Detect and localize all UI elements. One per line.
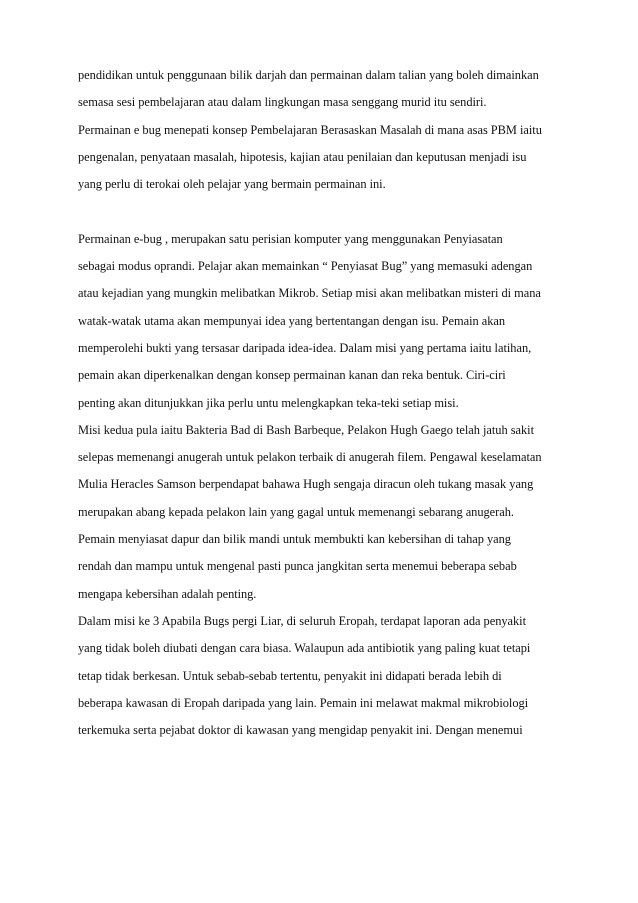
text-line: rendah dan mampu untuk mengenal pasti punca jangkitan serta menemui beberapa sebab	[78, 559, 517, 574]
text-line: pengenalan, penyataan masalah, hipotesis, kajian atau penilaian dan keputusan menjadi isu	[78, 149, 527, 164]
text-line: merupakan abang kepada pelakon lain yang gagal untuk memenangi sebarang anugerah.	[78, 504, 514, 519]
body-text	[78, 62, 578, 744]
text-line: Permainan e bug menepati konsep Pembelajaran Berasaskan Masalah di mana asas PBM iaitu	[78, 122, 542, 137]
text-line: pemain akan diperkenalkan dengan konsep permainan kanan dan reka bentuk. Ciri-ciri	[78, 368, 506, 383]
text-line: Mulia Heracles Samson berpendapat bahawa Hugh sengaja diracun oleh tukang masak yang	[78, 477, 534, 492]
paragraph-gap	[78, 198, 578, 225]
text-line: watak-watak utama akan mempunyai idea yang bertentangan dengan isu. Pemain akan	[78, 313, 506, 328]
text-line: Permainan e-bug , merupakan satu perisian komputer yang menggunakan Penyiasatan	[78, 231, 503, 246]
text-line: sebagai modus oprandi. Pelajar akan memainkan “ Penyiasat Bug” yang memasuki adengan	[78, 259, 533, 274]
text-line: Pemain menyiasat dapur dan bilik mandi untuk membukti kan kebersihan di tahap yang	[78, 532, 511, 547]
text-line: yang tidak boleh diubati dengan cara biasa. Walaupun ada antibiotik yang paling kuat tetapi	[78, 641, 531, 656]
text-line: semasa sesi pembelajaran atau dalam lingkungan masa senggang murid itu sendiri.	[78, 95, 487, 110]
text-line: mengapa kebersihan adalah penting.	[78, 586, 257, 601]
text-line: beberapa kawasan di Eropah daripada yang lain. Pemain ini melawat makmal mikrobiologi	[78, 695, 529, 710]
text-line: pendidikan untuk penggunaan bilik darjah dan permainan dalam talian yang boleh dimainkan	[78, 68, 539, 82]
text-line: Dalam misi ke 3 Apabila Bugs pergi Liar, di seluruh Eropah, terdapat laporan ada penyakit	[78, 613, 527, 628]
text-line: selepas memenangi anugerah untuk pelakon terbaik di anugerah filem. Pengawal keselamatan	[78, 450, 542, 465]
text-line: Misi kedua pula iaitu Bakteria Bad di Bash Barbeque, Pelakon Hugh Gaego telah jatuh sakit	[78, 422, 535, 437]
text-line: memperolehi bukti yang tersasar daripada idea-idea. Dalam misi yang pertama iaitu latihan,	[78, 340, 532, 355]
text-line: penting akan ditunjukkan jika perlu untu melengkapkan teka-teki setiap misi.	[78, 395, 459, 410]
text-line: tetap tidak berkesan. Untuk sebab-sebab tertentu, penyakit ini didapati berada lebih di	[78, 668, 502, 683]
text-line: atau kejadian yang mungkin melibatkan Mikrob. Setiap misi akan melibatkan misteri di mana	[78, 286, 541, 301]
text-line: terkemuka serta pejabat doktor di kawasan yang mengidap penyakit ini. Dengan menemui	[78, 723, 523, 738]
text-line: yang perlu di terokai oleh pelajar yang bermain permainan ini.	[78, 177, 386, 192]
